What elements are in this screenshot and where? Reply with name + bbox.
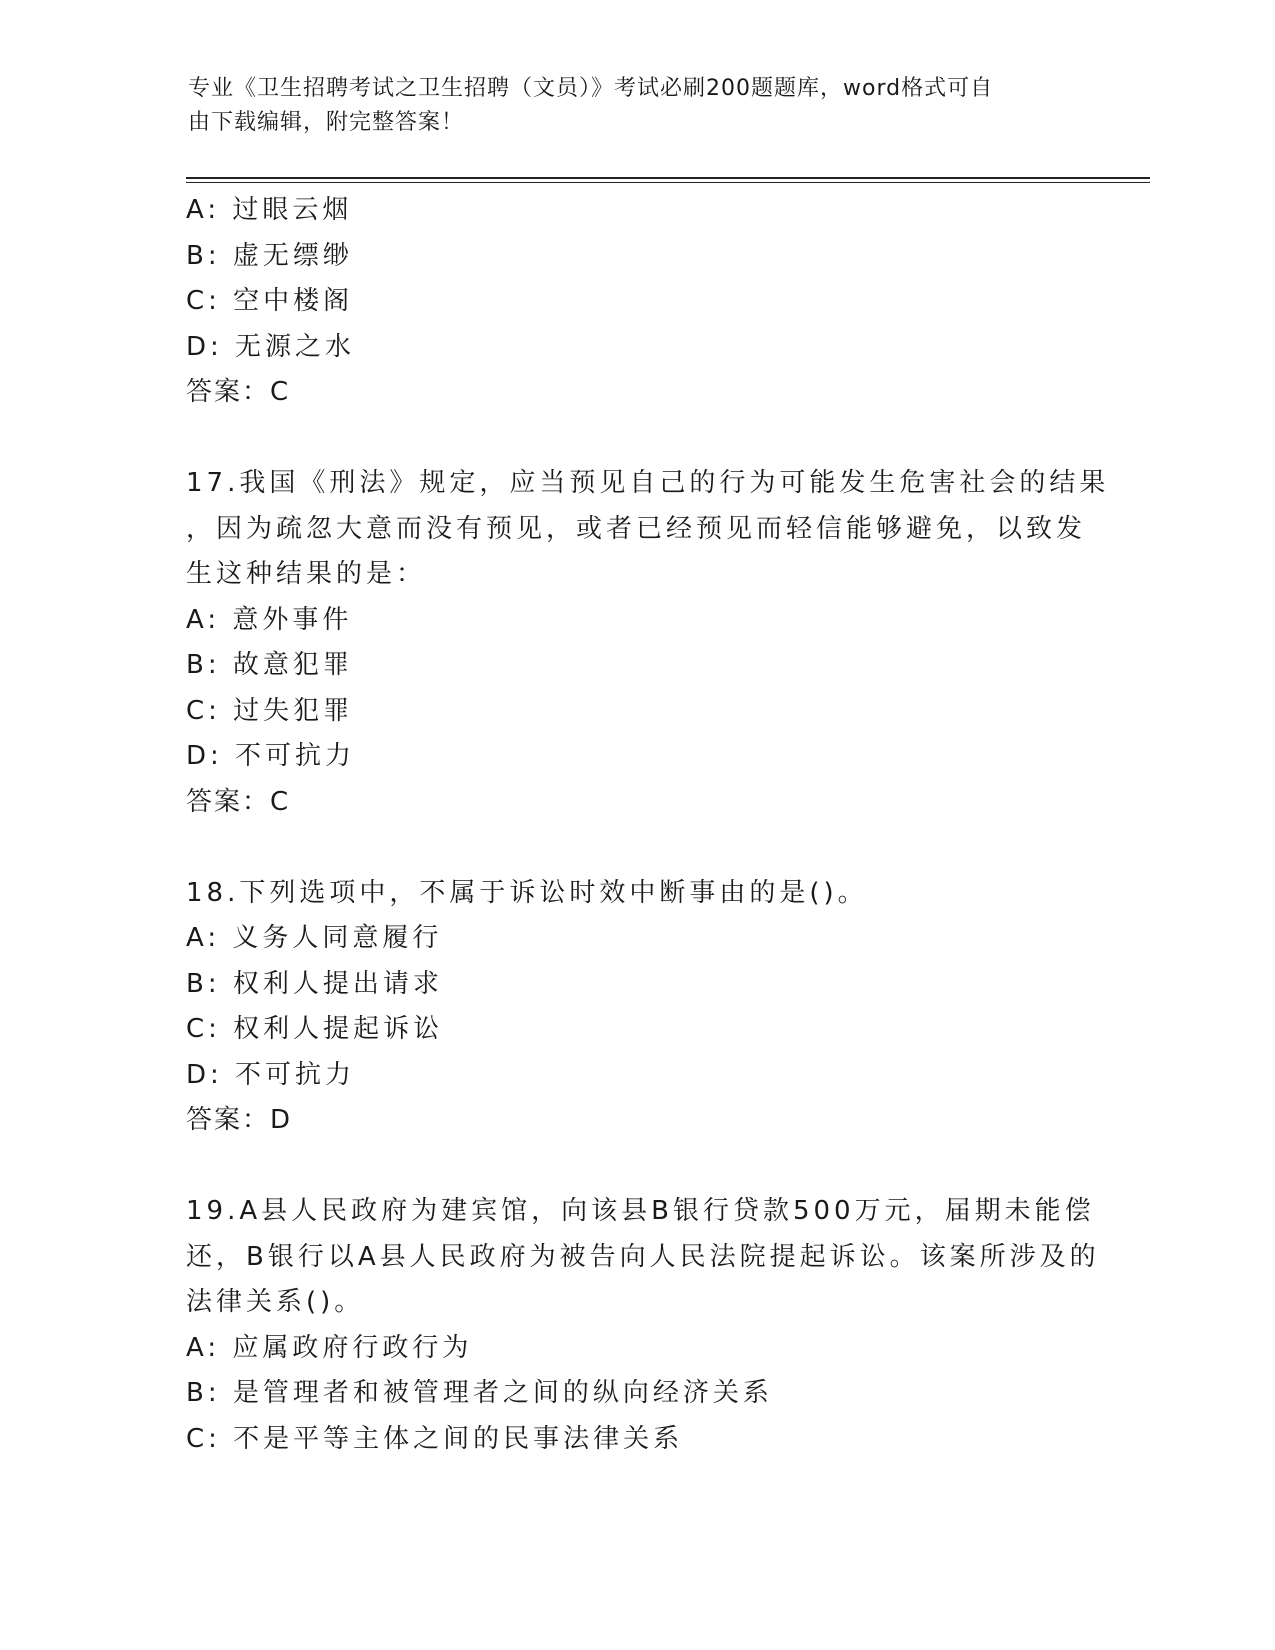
q18-question-line-1: 18.下列选项中，不属于诉讼时效中断事由的是()。 xyxy=(186,877,868,908)
q18-option-b: B: 权利人提出请求 xyxy=(186,968,443,999)
q18-option-c: C: 权利人提起诉讼 xyxy=(186,1014,444,1044)
q17-answer: 答案：C xyxy=(186,786,291,817)
spacer xyxy=(186,825,1086,871)
q16-option-b: B: 虚无缥缈 xyxy=(186,240,353,271)
q19-option-a: A: 应属政府行政行为 xyxy=(186,1332,473,1363)
q16-option-d: D: 无源之水 xyxy=(186,331,356,362)
q19-question-line-3: 法律关系()。 xyxy=(186,1287,365,1317)
document-header xyxy=(188,72,1068,140)
q18-option-d: D: 不可抗力 xyxy=(186,1059,356,1090)
q19-option-c: C: 不是平等主体之间的民事法律关系 xyxy=(186,1423,684,1454)
q16-answer: 答案：C xyxy=(186,377,291,407)
question-19-block xyxy=(186,1189,1100,1462)
document-body xyxy=(186,188,1110,1462)
q17-option-d: D: 不可抗力 xyxy=(186,741,356,771)
q18-option-a: A: 义务人同意履行 xyxy=(186,923,443,953)
question-17-block xyxy=(186,461,1110,825)
q19-question-line-2: 还，B银行以A县人民政府为被告向人民法院提起诉讼。该案所涉及的 xyxy=(186,1241,1100,1272)
q17-option-c: C: 过失犯罪 xyxy=(186,695,354,726)
q17-question-line-3: 生这种结果的是： xyxy=(186,559,427,589)
q16-option-a: A: 过眼云烟 xyxy=(186,195,353,225)
q16-option-c: C: 空中楼阁 xyxy=(186,286,354,316)
spacer xyxy=(186,1144,1086,1190)
question-16-block xyxy=(186,188,1086,416)
q18-answer: 答案：D xyxy=(186,1105,293,1135)
q19-option-b: B: 是管理者和被管理者之间的纵向经济关系 xyxy=(186,1378,773,1408)
question-18-block xyxy=(186,871,1086,1144)
q19-question-line-1: 19.A县人民政府为建宾馆，向该县B银行贷款500万元，届期未能偿 xyxy=(186,1196,1095,1226)
spacer xyxy=(186,416,1086,462)
q17-option-a: A: 意外事件 xyxy=(186,604,353,635)
q17-question-line-1: 17.我国《刑法》规定，应当预见自己的行为可能发生危害社会的结果 xyxy=(186,468,1110,498)
header-line-2: 由下载编辑，附完整答案！ xyxy=(188,110,465,135)
q17-question-line-2: ，因为疏忽大意而没有预见，或者已经预见而轻信能够避免，以致发 xyxy=(186,513,1087,544)
header-divider xyxy=(186,177,1150,183)
header-line-1: 专业《卫生招聘考试之卫生招聘（文员）》考试必刷200题题库，word格式可自 xyxy=(188,76,994,101)
q17-option-b: B: 故意犯罪 xyxy=(186,650,353,680)
